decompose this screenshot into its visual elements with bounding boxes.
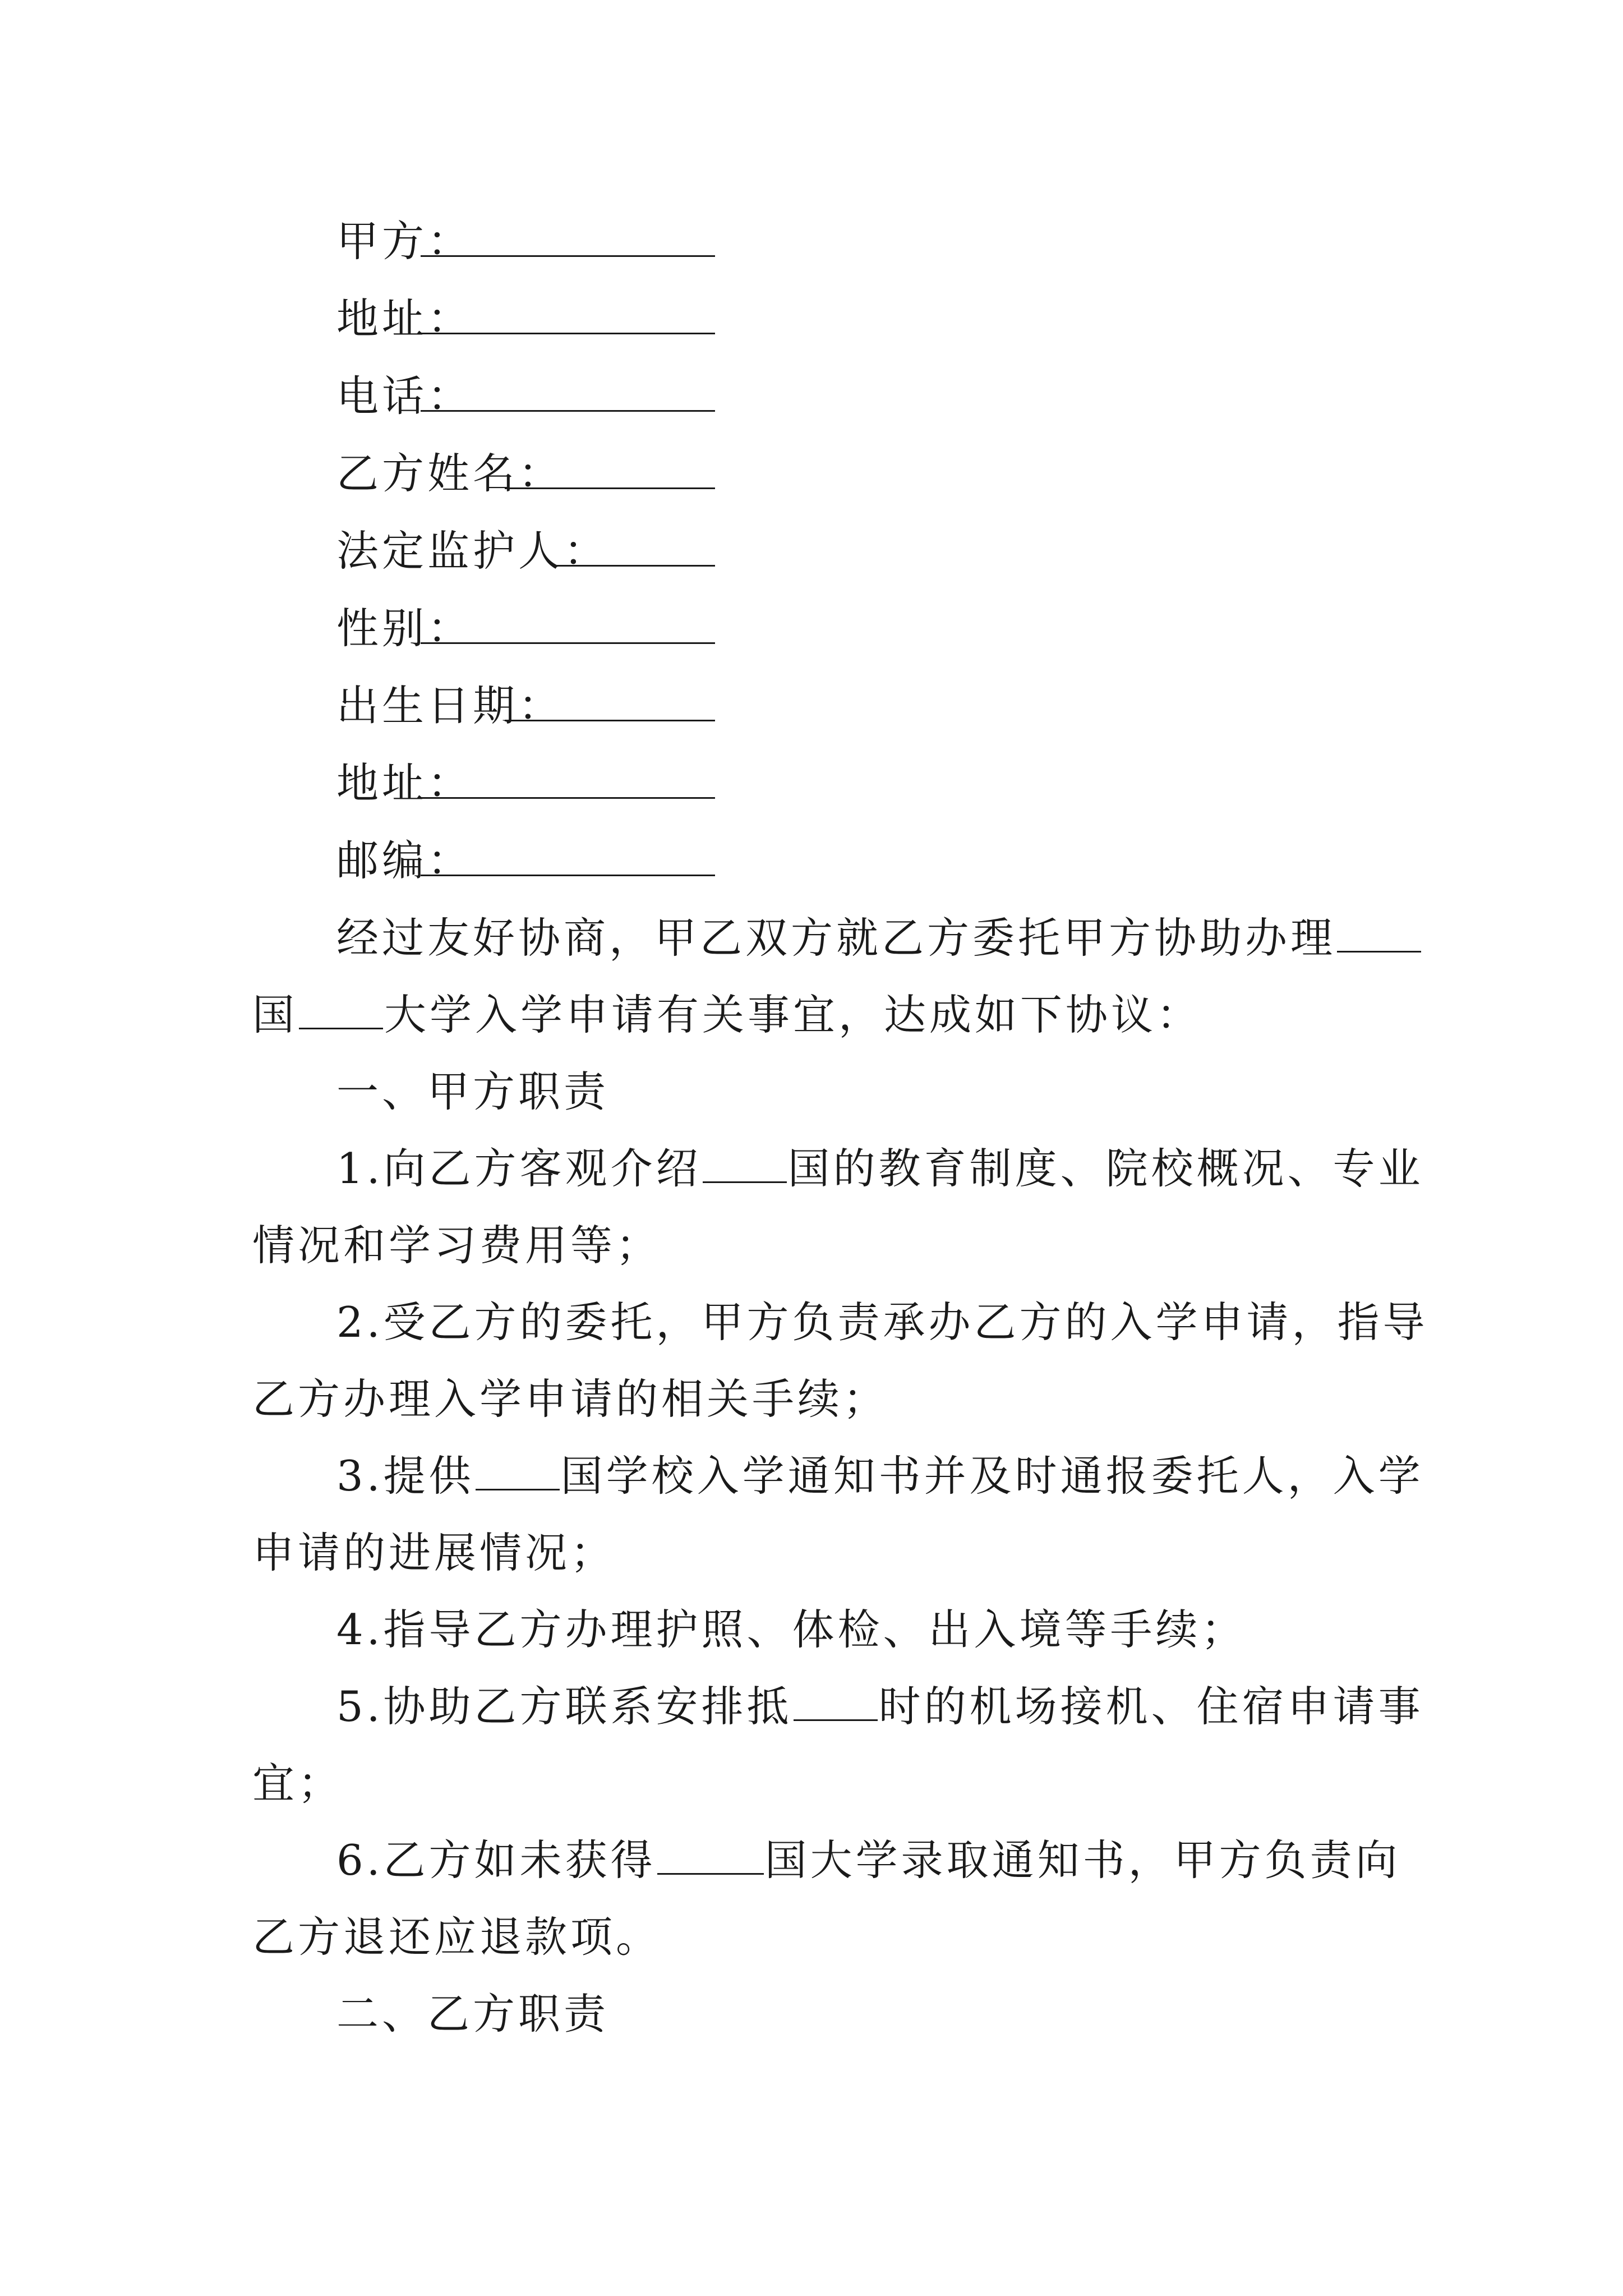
item2-text-b: 乙方办理入学申请的相关手续； (252, 1374, 889, 1424)
party-b-name-blank (505, 487, 715, 489)
party-b-name-field (336, 445, 1122, 501)
item4-text: 4.指导乙方办理护照、体检、出入境等手续； (336, 1605, 1247, 1654)
intro-line-2 (252, 977, 1380, 1053)
postcode-label: 邮编： (336, 836, 473, 885)
birthdate-field (336, 678, 1122, 734)
party-a-phone-field (336, 368, 1122, 424)
party-a-phone-label: 电话： (336, 371, 473, 421)
guardian-label: 法定监护人： (336, 526, 610, 576)
guardian-field (336, 523, 1122, 579)
party-b-name-label: 乙方姓名： (336, 449, 564, 498)
birthdate-label: 出生日期： (336, 681, 564, 730)
postcode-field (336, 832, 1122, 889)
guardian-blank (552, 565, 715, 567)
item1-text-b: 国的教育制度、院校概况、专业 (787, 1144, 1424, 1193)
party-a-label: 甲方： (336, 217, 473, 266)
intro-line-1 (252, 900, 1464, 977)
intro-country-text: 国 (252, 990, 298, 1039)
gender-label: 性别： (336, 604, 473, 653)
item6-blank (657, 1839, 764, 1875)
item3-text-b: 国学校入学通知书并及时通报委托人，入学 (560, 1451, 1424, 1501)
party-a-address-field (336, 291, 1122, 347)
intro-text-2: 大学入学申请有关事宜，达成如下协议： (384, 990, 1202, 1039)
item4-line (252, 1591, 1464, 1668)
party-a-address-label: 地址： (336, 294, 473, 343)
gender-blank (421, 642, 715, 644)
country-blank (1337, 917, 1421, 953)
item1-blank (703, 1148, 787, 1183)
item3-text-c: 申请的进展情况； (252, 1528, 616, 1577)
item6-text-b: 国大学录取通知书，甲方负责向 (764, 1835, 1401, 1885)
item5-blank (794, 1686, 878, 1721)
section2-heading-text: 二、乙方职责 (336, 1989, 610, 2039)
item2-line-2 (252, 1361, 1380, 1438)
item5-line-1 (252, 1668, 1464, 1745)
item5-text-b: 时的机场接机、住宿申请事 (878, 1682, 1424, 1731)
party-b-address-label: 地址： (336, 758, 473, 808)
section1-heading-text: 一、甲方职责 (336, 1067, 610, 1116)
item6-line-2 (252, 1899, 1380, 1976)
item6-line-1 (252, 1822, 1464, 1899)
item6-text-c: 乙方退还应退款项。 (252, 1912, 662, 1962)
item1-line-1 (252, 1130, 1464, 1207)
item3-text-a: 3.提供 (336, 1451, 474, 1501)
section1-heading (252, 1053, 1464, 1130)
section2-heading (252, 1976, 1464, 2053)
item1-text-a: 1.向乙方客观介绍 (336, 1144, 702, 1193)
party-b-address-blank (421, 797, 715, 799)
party-a-address-blank (421, 333, 715, 334)
item1-text-c: 情况和学习费用等； (252, 1221, 662, 1270)
party-a-phone-blank (421, 410, 715, 412)
item6-text-a: 6.乙方如未获得 (336, 1835, 656, 1885)
item5-line-2 (252, 1745, 1380, 1822)
gender-field (336, 600, 1122, 656)
party-b-address-field (336, 755, 1122, 811)
item3-blank (476, 1455, 560, 1490)
item2-line-1 (252, 1284, 1464, 1361)
item3-line-2 (252, 1515, 1380, 1591)
intro-text-1: 经过友好协商，甲乙双方就乙方委托甲方协助办理 (336, 913, 1336, 963)
postcode-blank (421, 875, 715, 876)
university-blank (299, 994, 383, 1029)
item3-line-1 (252, 1438, 1464, 1515)
item1-line-2 (252, 1207, 1380, 1284)
item5-text-c: 宜； (252, 1759, 344, 1808)
item2-text-a: 2.受乙方的委托，甲方负责承办乙方的入学申请，指导 (336, 1297, 1428, 1347)
birthdate-blank (505, 720, 715, 721)
item5-text-a: 5.协助乙方联系安排抵 (336, 1682, 792, 1731)
party-a-field (336, 213, 1122, 269)
party-a-blank (421, 255, 715, 257)
